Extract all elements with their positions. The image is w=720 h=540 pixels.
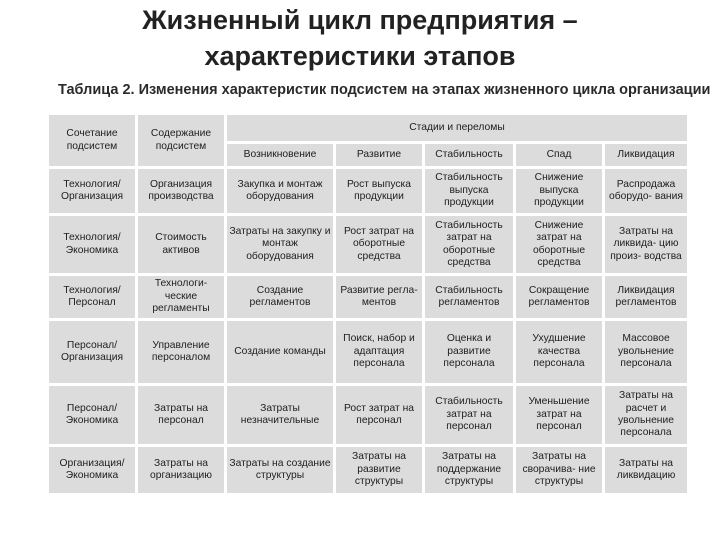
table-row [49, 447, 687, 493]
table-cell: Стабильность выпуска продукции [425, 169, 513, 213]
title-line-1: Жизненный цикл предприятия – [142, 5, 578, 35]
row-content: Организация производства [138, 169, 224, 213]
table-cell: Затраты на закупку и монтаж оборудования [227, 216, 333, 273]
table-cell: Развитие регла- ментов [336, 276, 422, 318]
header-stage: Ликвидация [605, 144, 687, 166]
row-content: Управление персоналом [138, 321, 224, 383]
header-stage: Развитие [336, 144, 422, 166]
table-cell: Создание команды [227, 321, 333, 383]
table-cell: Ухудшение качества персонала [516, 321, 602, 383]
table-cell: Ликвидация регламентов [605, 276, 687, 318]
row-combination: Организация/ Экономика [49, 447, 135, 493]
row-combination: Персонал/ Экономика [49, 386, 135, 444]
table-cell: Рост затрат на оборотные средства [336, 216, 422, 273]
page-title [0, 2, 720, 74]
table-cell: Затраты на создание структуры [227, 447, 333, 493]
table-cell: Рост выпуска продукции [336, 169, 422, 213]
table-cell: Затраты на расчет и увольнение персонала [605, 386, 687, 444]
row-content: Затраты на организацию [138, 447, 224, 493]
table-cell: Снижение затрат на оборотные средства [516, 216, 602, 273]
table-cell: Стабильность затрат на оборотные средства [425, 216, 513, 273]
table-row [49, 276, 687, 318]
title-line-2: характеристики этапов [204, 41, 516, 71]
row-content: Стоимость активов [138, 216, 224, 273]
table-caption: Таблица 2. Изменения характеристик подсистем на этапах жизненного цикла организации [58, 82, 711, 98]
header-stage: Стабильность [425, 144, 513, 166]
header-stage: Спад [516, 144, 602, 166]
row-combination: Технология/ Персонал [49, 276, 135, 318]
table-cell: Уменьшение затрат на персонал [516, 386, 602, 444]
table-row [49, 386, 687, 444]
header-stage: Возникновение [227, 144, 333, 166]
table-cell: Снижение выпуска продукции [516, 169, 602, 213]
lifecycle-table [46, 112, 690, 496]
table-cell: Затраты на сворачива- ние структуры [516, 447, 602, 493]
table-cell: Рост затрат на персонал [336, 386, 422, 444]
table-cell: Затраты на поддержание структуры [425, 447, 513, 493]
table-cell: Поиск, набор и адаптация персонала [336, 321, 422, 383]
table-row [49, 321, 687, 383]
table-cell: Распродажа оборудо- вания [605, 169, 687, 213]
table-row [49, 216, 687, 273]
table-cell: Затраты на развитие структуры [336, 447, 422, 493]
table-cell: Создание регламентов [227, 276, 333, 318]
table-cell: Массовое увольнение персонала [605, 321, 687, 383]
table-cell: Сокращение регламентов [516, 276, 602, 318]
table-cell: Стабильность регламентов [425, 276, 513, 318]
table-row [49, 169, 687, 213]
row-content: Затраты на персонал [138, 386, 224, 444]
header-combination: Сочетание подсистем [49, 115, 135, 166]
header-stages: Стадии и переломы [227, 115, 687, 141]
lifecycle-table-container [49, 112, 683, 496]
table-cell: Закупка и монтаж оборудования [227, 169, 333, 213]
header-content: Содержание подсистем [138, 115, 224, 166]
table-cell: Оценка и развитие персонала [425, 321, 513, 383]
table-cell: Стабильность затрат на персонал [425, 386, 513, 444]
row-content: Технологи- ческие регламенты [138, 276, 224, 318]
table-cell: Затраты на ликвидацию [605, 447, 687, 493]
table-cell: Затраты на ликвида- цию произ- водства [605, 216, 687, 273]
row-combination: Персонал/ Организация [49, 321, 135, 383]
row-combination: Технология/ Организация [49, 169, 135, 213]
table-cell: Затраты незначительные [227, 386, 333, 444]
row-combination: Технология/ Экономика [49, 216, 135, 273]
